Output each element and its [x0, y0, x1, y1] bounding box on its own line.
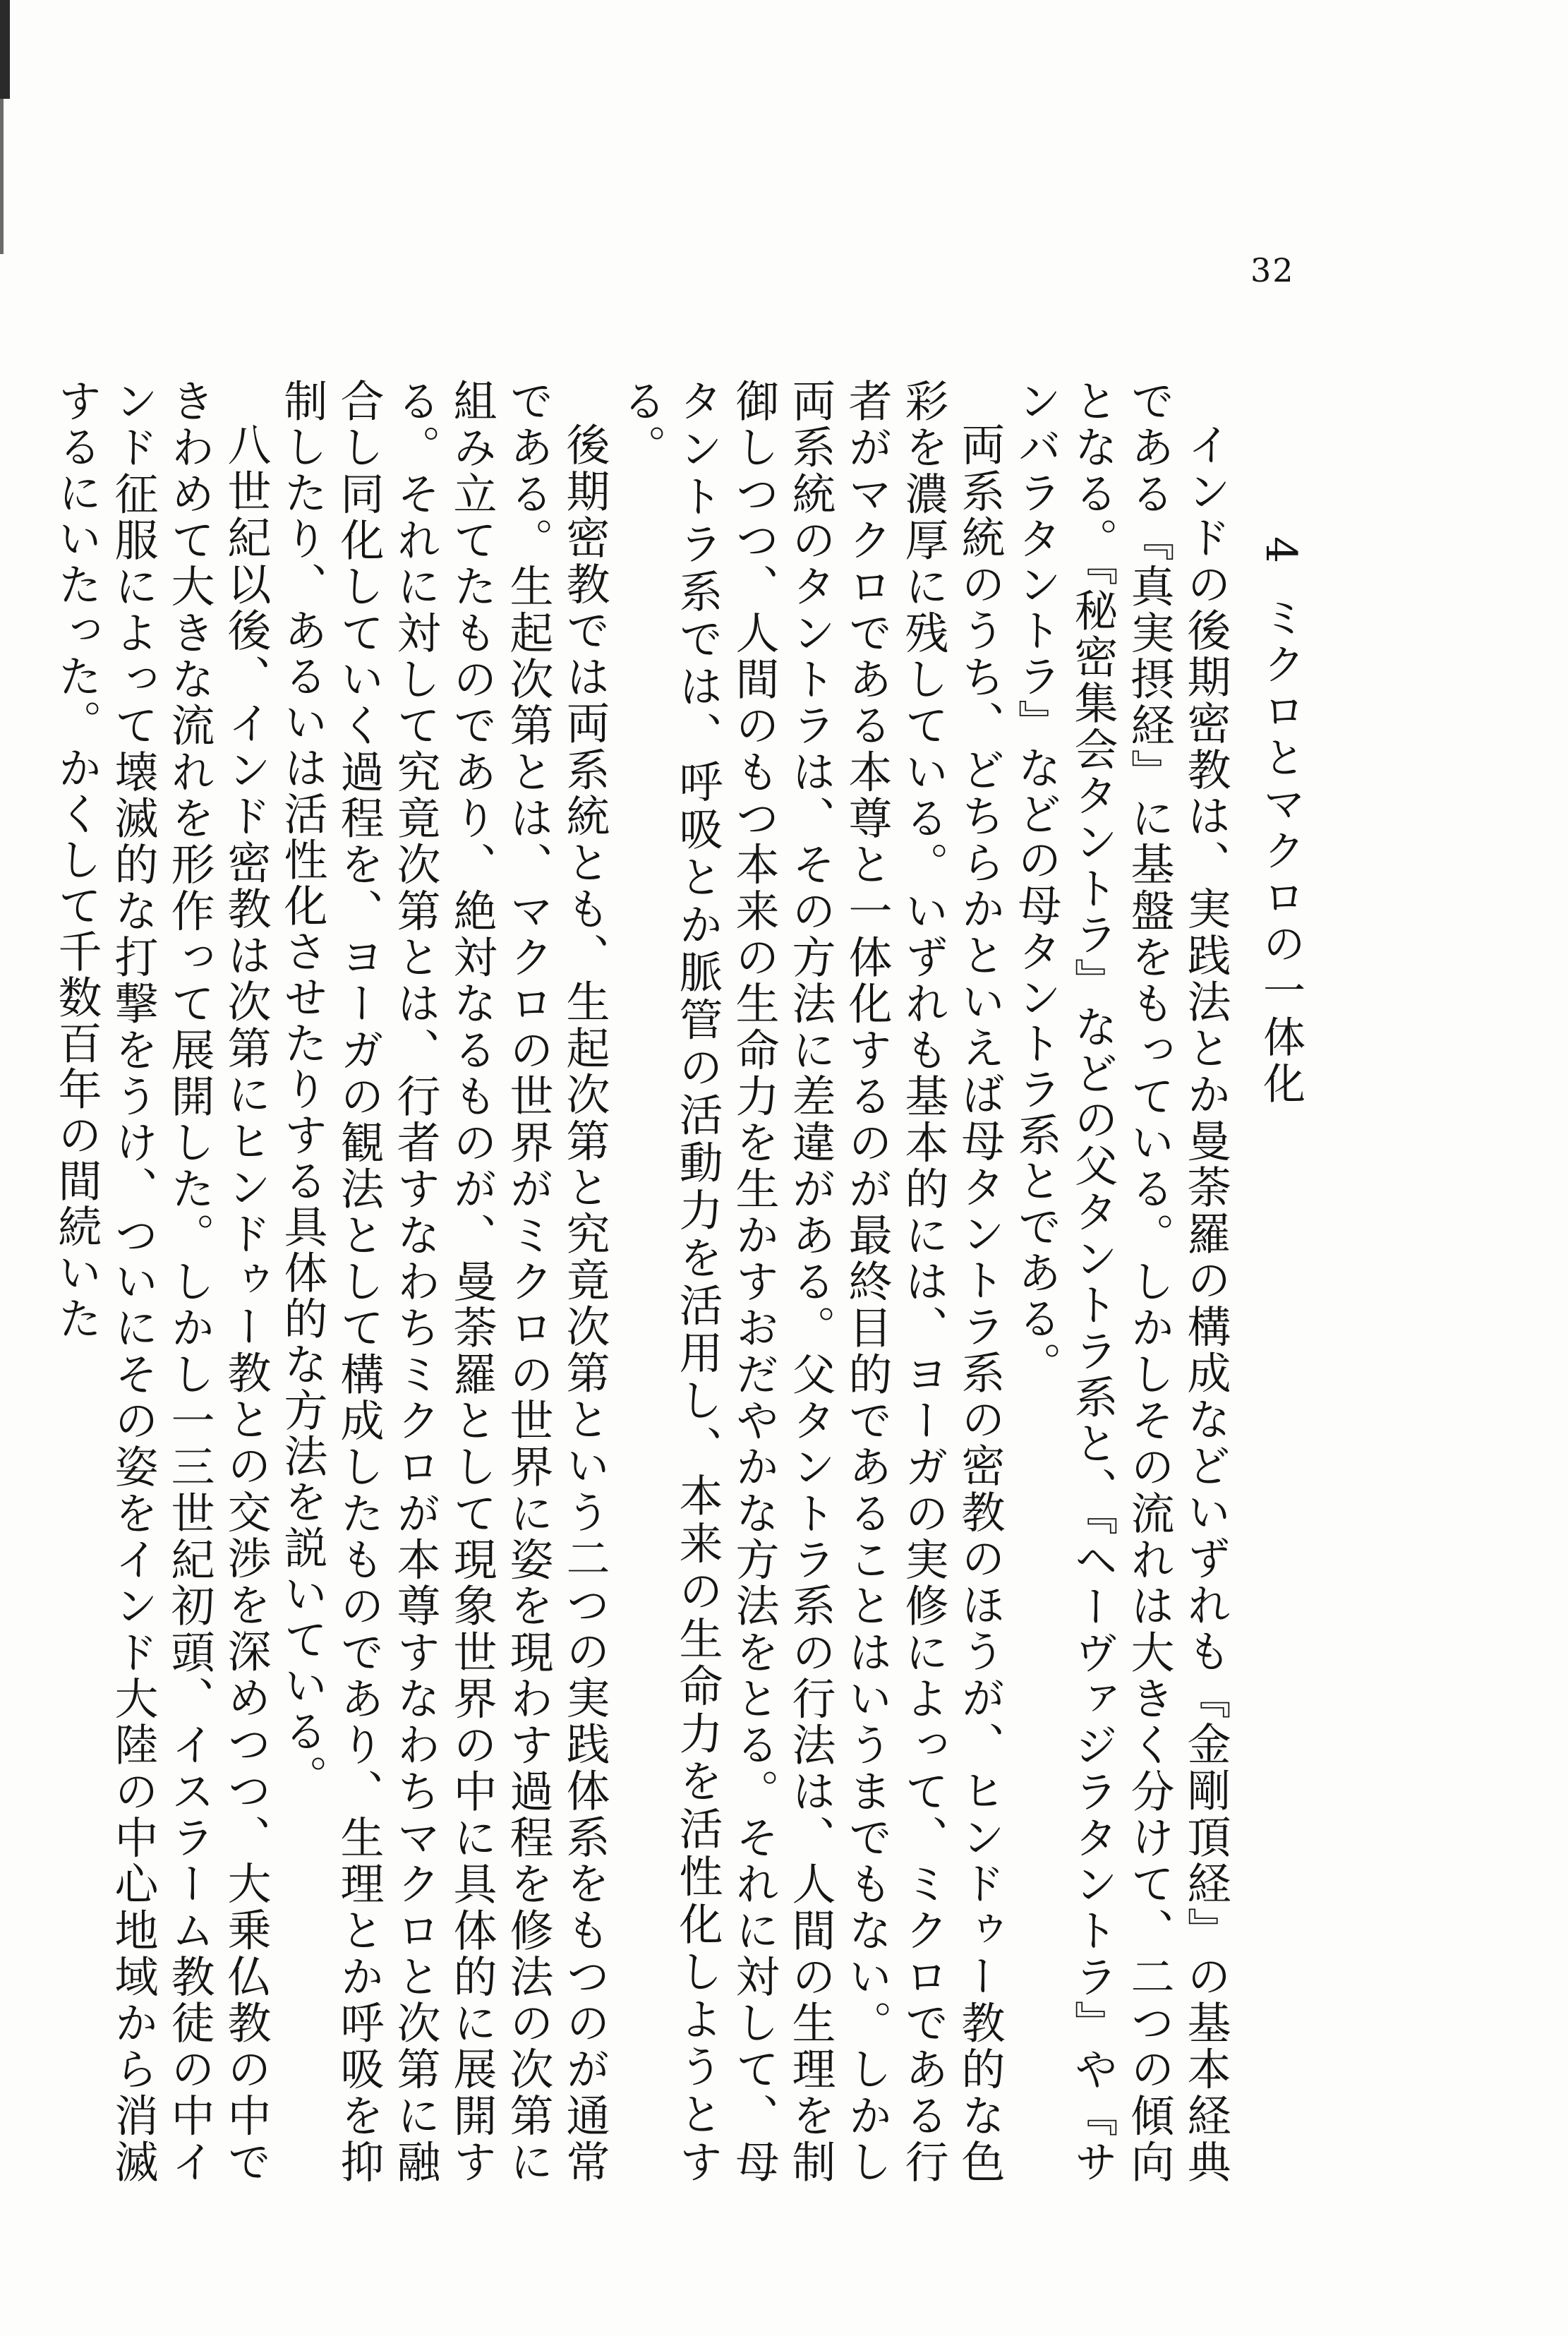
paragraph-4: 八世紀以後、インド密教は次第にヒンドゥー教との交渉を深めつつ、大乗仏教の中できわめて大きな流れを形作って展開した。しかし一三世紀初頭、イスラーム教徒の中インド征服によって壊滅的な打撃をうけ、ついにその姿をインド大陸の中心地域から消滅するにいたった。かくして千数百年の間続いた: [51, 378, 272, 2186]
section-heading: [1253, 536, 1309, 1109]
paragraph-2: 両系統のうち、どちらかといえば母タントラ系の密教のほうが、ヒンドゥー教的な色彩を濃厚に残している。いずれも基本的には、ヨーガの実修によって、ミクロである行者がマクロである本尊と一体化するのが最終目的であることはいうまでもない。しかし両系統のタントラは、その方法に差違がある。父タントラ系の行法は、人間の生理を制御しつつ、人間のもつ本来の生命力を生かすおだやかな方法をとる。それに対して、母タントラ系では、呼吸とか脈管の活動力を活用し、本来の生命力を活性化しようとする。: [615, 378, 1006, 2186]
paragraph-3: 後期密教では両系統とも、生起次第と究竟次第という二つの実践体系をもつのが通常である。生起次第とは、マクロの世界がミクロの世界に姿を現わす過程を修法の次第に組み立てたものであり、絶対なるものが、曼荼羅として現象世界の中に具体的に展開する。それに対して究竟次第とは、行者すなわちミクロが本尊すなわちマクロと次第に融合し同化していく過程を、ヨーガの観法として構成したものであり、生理とか呼吸を抑制したり、あるいは活性化させたりする具体的な方法を説いている。: [277, 378, 610, 2185]
section-number: 4: [1256, 536, 1305, 568]
body-text: [42, 378, 1234, 2185]
page-number: 32: [1250, 251, 1295, 289]
binding-shadow: [0, 0, 10, 99]
section-title: ミクロとマクロの一体化: [1256, 596, 1305, 1109]
paragraph-1: インドの後期密教は、実践法とか曼荼羅の構成などいずれも『金剛頂経』の基本経典である『真実摂経』に基盤をもっている。しかしその流れは大きく分けて、二つの傾向となる。『秘密集会タントラ』などの父タントラ系と、『ヘーヴァジラタントラ』や『サンバラタントラ』などの母タントラ系とである。: [1011, 378, 1231, 2186]
binding-shadow-lower: [0, 99, 4, 254]
